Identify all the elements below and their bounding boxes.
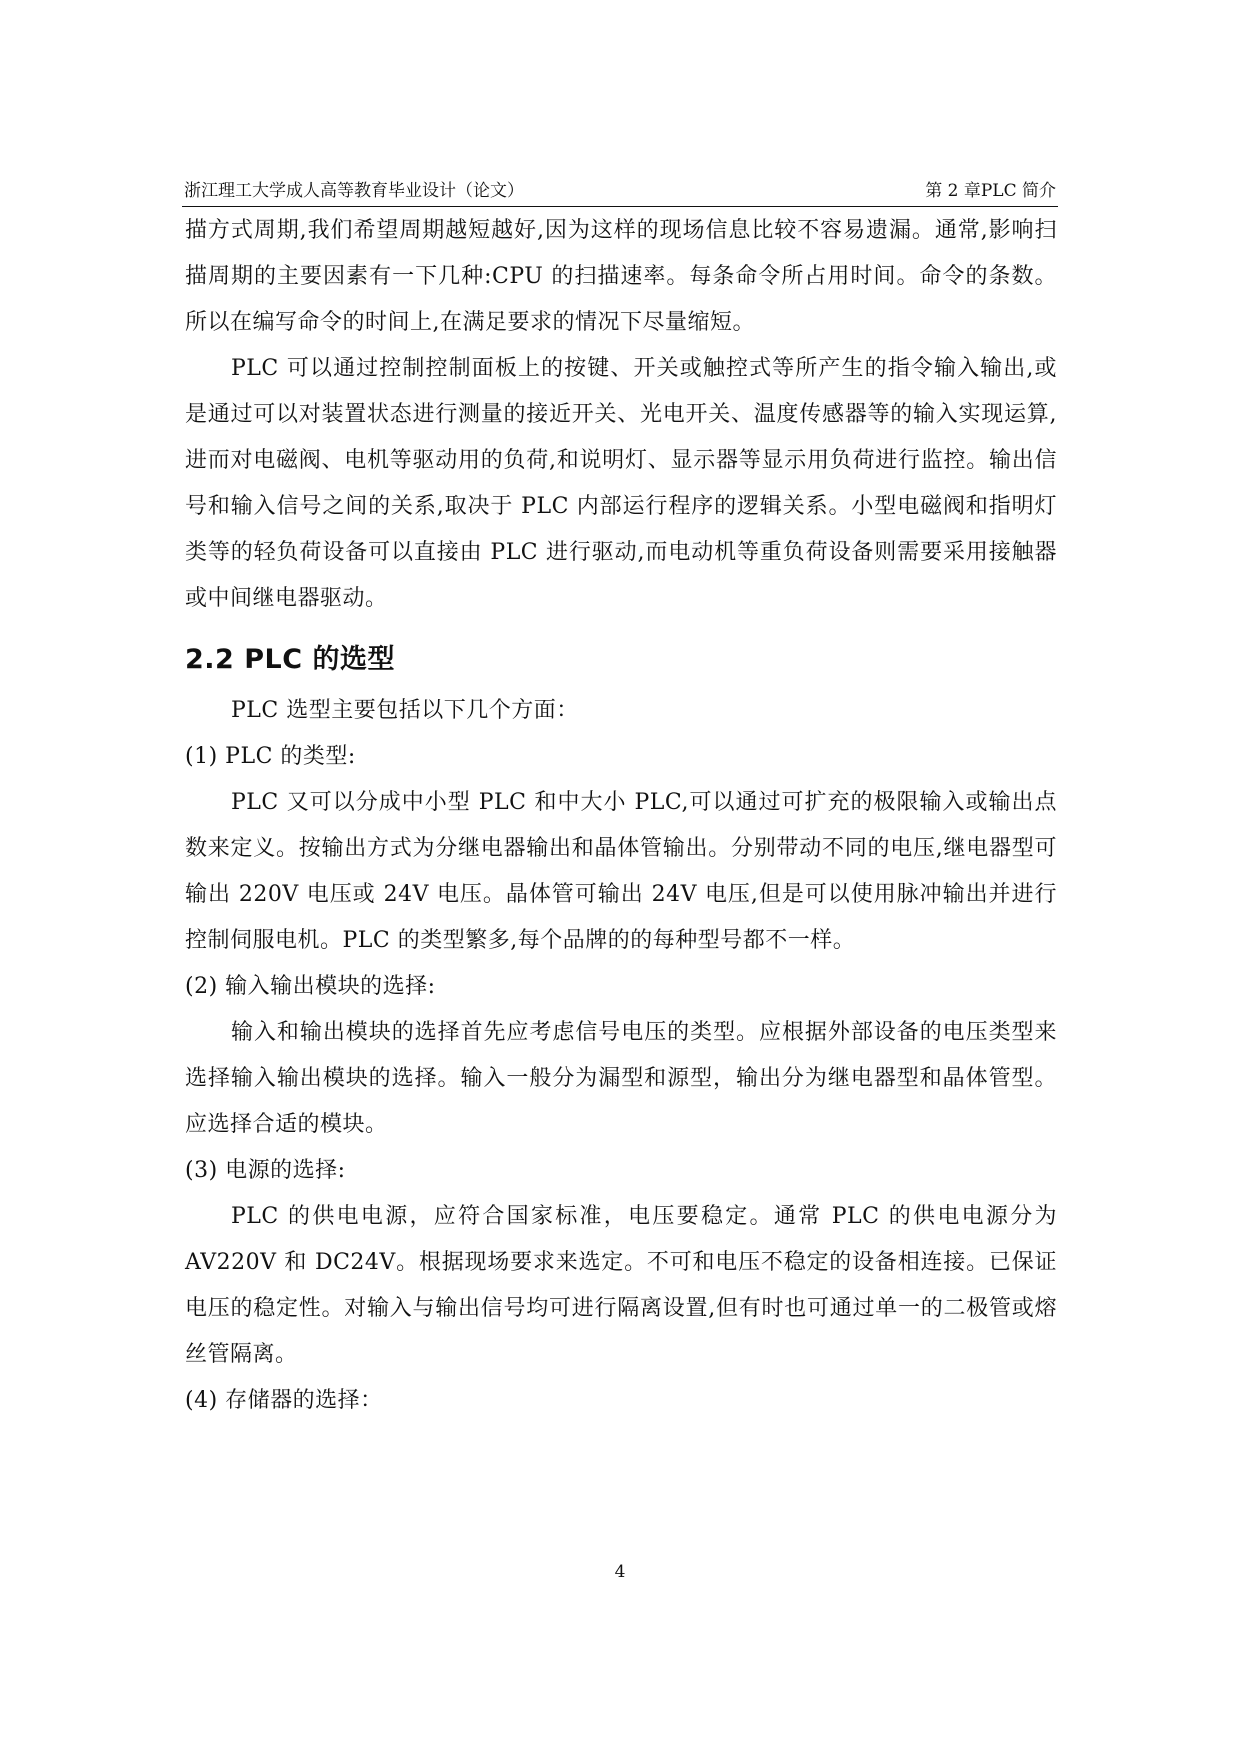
paragraph-plc-type: PLC 又可以分成中小型 PLC 和中大小 PLC,可以通过可扩充的极限输入或输出点数来定义。按输出方式为分继电器输出和晶体管输出。分别带动不同的电压,继电器型可输出 220V 电压或 24V 电压。晶体管可输出 24V 电压,但是可以使用脉冲输出并进行控制伺服电机。PLC 的类型繁多,每个品牌的的每种型号都不一样。 <box>185 790 1057 953</box>
list-item-memory: (4) 存储器的选择： <box>185 1388 383 1413</box>
paragraph-power-supply: PLC 的供电电源，应符合国家标准，电压要稳定。通常 PLC 的供电电源分为 AV220V 和 DC24V。根据现场要求来选定。不可和电压不稳定的设备相连接。已保证电压的稳定性。对输入与输出信号均可进行隔离设置,但有时也可通过单一的二极管或熔丝管隔离。 <box>185 1204 1057 1367</box>
header-document-title: 浙江理工大学成人高等教育毕业设计（论文） <box>184 181 524 201</box>
paragraph-scan-cycle: 描方式周期,我们希望周期越短越好,因为这样的现场信息比较不容易遗漏。通常,影响扫描周期的主要因素有一下几种:CPU 的扫描速率。每条命令所占用时间。命令的条数。所以在编写命令的时间上,在满足要求的情况下尽量缩短。 <box>185 218 1057 335</box>
page-number: 4 <box>614 1562 626 1582</box>
section-title: 2.2 PLC 的选型 <box>185 644 395 675</box>
list-item-plc-type: (1) PLC 的类型: <box>185 744 356 769</box>
list-item-io-module: (2) 输入输出模块的选择: <box>185 974 436 999</box>
header-chapter-title: 第 2 章PLC 简介 <box>925 181 1056 201</box>
paragraph-selection-intro: PLC 选型主要包括以下几个方面： <box>231 698 579 723</box>
list-item-power-supply: (3) 电源的选择: <box>185 1158 346 1183</box>
page-header <box>182 176 1058 207</box>
page-body <box>185 208 1057 1424</box>
paragraph-io-module: 输入和输出模块的选择首先应考虑信号电压的类型。应根据外部设备的电压类型来选择输入输出模块的选择。输入一般分为漏型和源型，输出分为继电器型和晶体管型。应选择合适的模块。 <box>185 1020 1057 1137</box>
paragraph-plc-io: PLC 可以通过控制控制面板上的按键、开关或触控式等所产生的指令输入输出,或是通过可以对装置状态进行测量的接近开关、光电开关、温度传感器等的输入实现运算,进而对电磁阀、电机等驱动用的负荷,和说明灯、显示器等显示用负荷进行监控。输出信号和输入信号之间的关系,取决于 PLC 内部运行程序的逻辑关系。小型电磁阀和指明灯类等的轻负荷设备可以直接由 PLC 进行驱动,而电动机等重负荷设备则需要采用接触器或中间继电器驱动。 <box>185 356 1057 611</box>
